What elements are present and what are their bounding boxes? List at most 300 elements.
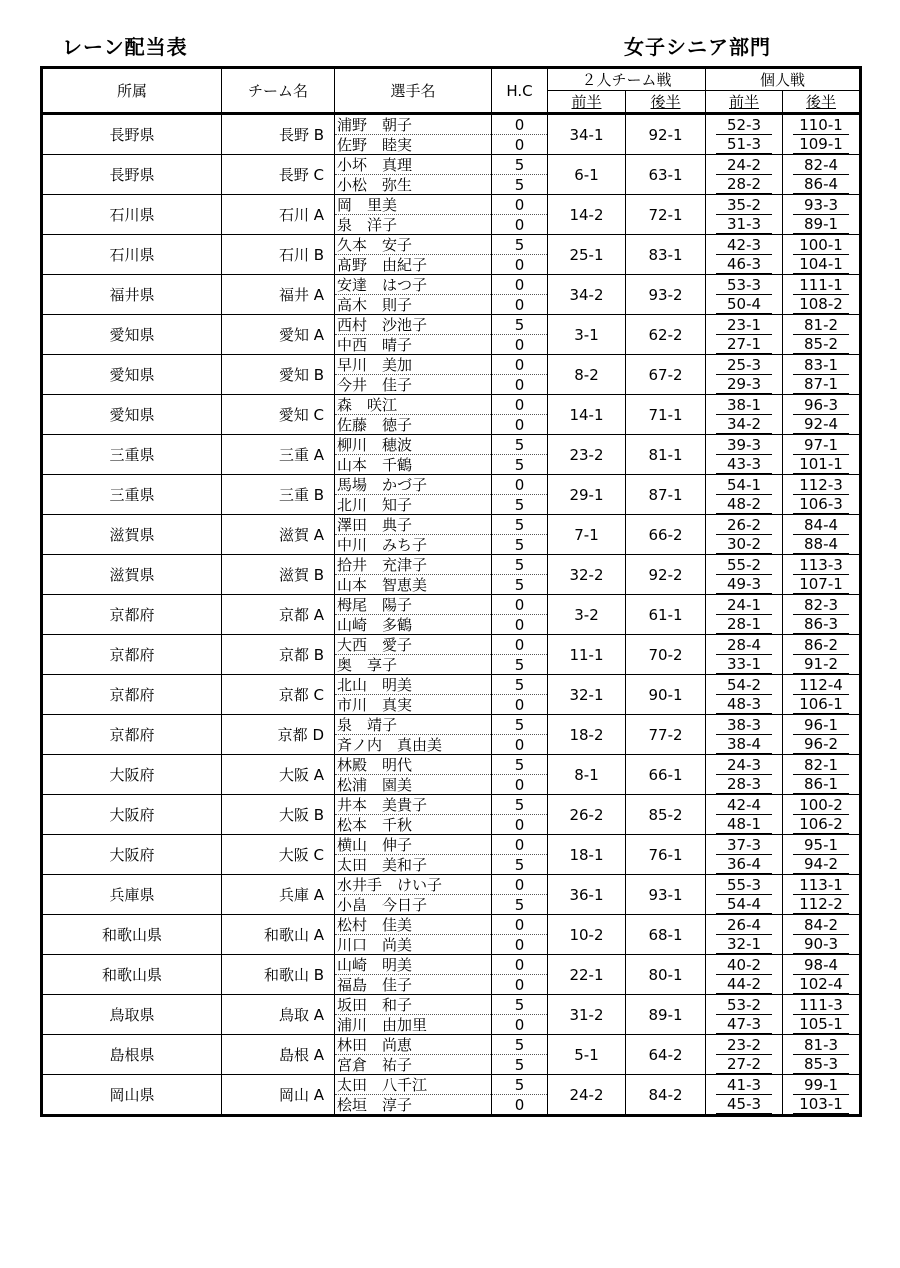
pair-first-half-cell: 23-2: [548, 435, 626, 475]
team-name-cell: 石川 B: [222, 235, 335, 275]
lane-value: 34-2: [716, 416, 772, 434]
ind-second-half-cell: [783, 375, 861, 395]
affiliation-cell: 長野県: [42, 155, 222, 195]
player-name-cell: 泉 洋子: [335, 215, 492, 235]
team-name-cell: 福井 A: [222, 275, 335, 315]
player-name-cell: 佐野 睦実: [335, 135, 492, 155]
lane-value: 82-3: [793, 597, 849, 615]
pair-second-half-cell: 85-2: [626, 795, 706, 835]
lane-value: 81-2: [793, 317, 849, 335]
lane-value: 101-1: [793, 456, 849, 474]
pair-second-half-cell: 71-1: [626, 395, 706, 435]
affiliation-cell: 大阪府: [42, 835, 222, 875]
lane-value: 97-1: [793, 437, 849, 455]
lane-value: 96-2: [793, 736, 849, 754]
affiliation-cell: 愛知県: [42, 355, 222, 395]
ind-first-half-cell: [706, 795, 783, 815]
team-name-cell: 和歌山 A: [222, 915, 335, 955]
lane-value: 98-4: [793, 957, 849, 975]
hc-cell: 5: [492, 655, 548, 675]
hc-cell: 5: [492, 675, 548, 695]
ind-first-half-cell: [706, 1055, 783, 1075]
lane-value: 82-4: [793, 157, 849, 175]
ind-second-half-cell: [783, 395, 861, 415]
table-row: [42, 155, 861, 175]
affiliation-cell: 和歌山県: [42, 955, 222, 995]
hc-cell: 5: [492, 315, 548, 335]
player-name-cell: 久本 安子: [335, 235, 492, 255]
ind-first-half-cell: [706, 615, 783, 635]
ind-second-half-cell: [783, 1015, 861, 1035]
pair-first-half-cell: 24-2: [548, 1075, 626, 1116]
lane-value: 100-2: [793, 797, 849, 815]
ind-first-half-cell: [706, 575, 783, 595]
lane-value: 27-1: [716, 336, 772, 354]
ind-first-half-cell: [706, 715, 783, 735]
ind-second-half-cell: [783, 295, 861, 315]
ind-first-half-cell: [706, 375, 783, 395]
pair-first-half-cell: 11-1: [548, 635, 626, 675]
hc-cell: 5: [492, 555, 548, 575]
ind-first-half-cell: [706, 635, 783, 655]
ind-first-half-cell: [706, 835, 783, 855]
affiliation-cell: 石川県: [42, 195, 222, 235]
table-body: [42, 114, 861, 1116]
lane-value: 93-3: [793, 197, 849, 215]
lane-value: 85-3: [793, 1056, 849, 1074]
team-name-cell: 京都 A: [222, 595, 335, 635]
lane-value: 41-3: [716, 1077, 772, 1095]
pair-second-half-cell: 72-1: [626, 195, 706, 235]
player-name-cell: 中川 みち子: [335, 535, 492, 555]
ind-second-half-cell: [783, 1075, 861, 1095]
col-ind-second-half: 後半: [783, 91, 861, 114]
ind-second-half-cell: [783, 255, 861, 275]
ind-first-half-cell: [706, 535, 783, 555]
pair-second-half-cell: 67-2: [626, 355, 706, 395]
lane-value: 106-2: [793, 816, 849, 834]
ind-first-half-cell: [706, 995, 783, 1015]
pair-second-half-cell: 93-1: [626, 875, 706, 915]
ind-first-half-cell: [706, 315, 783, 335]
lane-value: 38-4: [716, 736, 772, 754]
lane-value: 106-3: [793, 496, 849, 514]
affiliation-cell: 大阪府: [42, 755, 222, 795]
lane-value: 103-1: [793, 1096, 849, 1114]
ind-first-half-cell: [706, 655, 783, 675]
hc-cell: 0: [492, 295, 548, 315]
lane-value: 28-2: [716, 176, 772, 194]
lane-value: 112-2: [793, 896, 849, 914]
player-name-cell: 安達 はつ子: [335, 275, 492, 295]
ind-first-half-cell: [706, 255, 783, 275]
lane-value: 92-4: [793, 416, 849, 434]
player-name-cell: 大西 愛子: [335, 635, 492, 655]
hc-cell: 5: [492, 1055, 548, 1075]
lane-value: 46-3: [716, 256, 772, 274]
player-name-cell: 森 咲江: [335, 395, 492, 415]
lane-value: 105-1: [793, 1016, 849, 1034]
table-row: [42, 795, 861, 815]
pair-first-half-cell: 3-1: [548, 315, 626, 355]
pair-second-half-cell: 90-1: [626, 675, 706, 715]
lane-assignment-table: [40, 66, 862, 1117]
hc-cell: 0: [492, 935, 548, 955]
player-name-cell: 岡 里美: [335, 195, 492, 215]
lane-value: 24-1: [716, 597, 772, 615]
lane-value: 48-2: [716, 496, 772, 514]
pair-first-half-cell: 5-1: [548, 1035, 626, 1075]
team-name-cell: 愛知 A: [222, 315, 335, 355]
table-row: [42, 915, 861, 935]
pair-first-half-cell: 31-2: [548, 995, 626, 1035]
ind-second-half-cell: [783, 735, 861, 755]
pair-first-half-cell: 29-1: [548, 475, 626, 515]
lane-value: 35-2: [716, 197, 772, 215]
hc-cell: 0: [492, 335, 548, 355]
player-name-cell: 浦野 朝子: [335, 114, 492, 135]
table-row: [42, 875, 861, 895]
col-ind-first-half: 前半: [706, 91, 783, 114]
team-name-cell: 京都 D: [222, 715, 335, 755]
ind-first-half-cell: [706, 114, 783, 135]
lane-value: 40-2: [716, 957, 772, 975]
ind-first-half-cell: [706, 935, 783, 955]
affiliation-cell: 三重県: [42, 475, 222, 515]
hc-cell: 5: [492, 575, 548, 595]
affiliation-cell: 滋賀県: [42, 555, 222, 595]
lane-value: 42-3: [716, 237, 772, 255]
lane-value: 52-3: [716, 117, 772, 135]
player-name-cell: 小坏 真理: [335, 155, 492, 175]
team-name-cell: 滋賀 B: [222, 555, 335, 595]
pair-first-half-cell: 14-2: [548, 195, 626, 235]
ind-second-half-cell: [783, 515, 861, 535]
team-name-cell: 京都 C: [222, 675, 335, 715]
team-name-cell: 滋賀 A: [222, 515, 335, 555]
player-name-cell: 栂尾 陽子: [335, 595, 492, 615]
team-name-cell: 兵庫 A: [222, 875, 335, 915]
ind-first-half-cell: [706, 1075, 783, 1095]
ind-first-half-cell: [706, 235, 783, 255]
player-name-cell: 山本 千鶴: [335, 455, 492, 475]
hc-cell: 5: [492, 155, 548, 175]
lane-value: 111-3: [793, 997, 849, 1015]
pair-second-half-cell: 81-1: [626, 435, 706, 475]
pair-second-half-cell: 66-1: [626, 755, 706, 795]
table-row: [42, 675, 861, 695]
ind-first-half-cell: [706, 175, 783, 195]
ind-first-half-cell: [706, 295, 783, 315]
page-title: レーン配当表: [62, 35, 188, 59]
table-row: [42, 595, 861, 615]
affiliation-cell: 鳥取県: [42, 995, 222, 1035]
ind-first-half-cell: [706, 595, 783, 615]
player-name-cell: 横山 伸子: [335, 835, 492, 855]
lane-value: 86-3: [793, 616, 849, 634]
player-name-cell: 北川 知子: [335, 495, 492, 515]
col-player-name: 選手名: [335, 68, 492, 114]
ind-first-half-cell: [706, 1015, 783, 1035]
hc-cell: 5: [492, 175, 548, 195]
lane-value: 50-4: [716, 296, 772, 314]
team-name-cell: 大阪 B: [222, 795, 335, 835]
ind-first-half-cell: [706, 215, 783, 235]
lane-value: 28-4: [716, 637, 772, 655]
hc-cell: 0: [492, 835, 548, 855]
division-title: 女子シニア部門: [624, 35, 771, 59]
lane-value: 54-4: [716, 896, 772, 914]
lane-value: 48-3: [716, 696, 772, 714]
pair-first-half-cell: 22-1: [548, 955, 626, 995]
col-pair-second-half: 後半: [626, 91, 706, 114]
team-name-cell: 長野 B: [222, 114, 335, 155]
ind-first-half-cell: [706, 475, 783, 495]
pair-first-half-cell: 8-1: [548, 755, 626, 795]
lane-value: 28-3: [716, 776, 772, 794]
ind-second-half-cell: [783, 535, 861, 555]
player-name-cell: 水井手 けい子: [335, 875, 492, 895]
ind-second-half-cell: [783, 875, 861, 895]
pair-first-half-cell: 34-2: [548, 275, 626, 315]
table-row: [42, 235, 861, 255]
col-pair-first-half: 前半: [548, 91, 626, 114]
lane-value: 108-2: [793, 296, 849, 314]
lane-value: 111-1: [793, 277, 849, 295]
pair-second-half-cell: 80-1: [626, 955, 706, 995]
lane-value: 24-3: [716, 757, 772, 775]
affiliation-cell: 岡山県: [42, 1075, 222, 1116]
ind-second-half-cell: [783, 895, 861, 915]
table-row: [42, 635, 861, 655]
pair-first-half-cell: 6-1: [548, 155, 626, 195]
ind-second-half-cell: [783, 855, 861, 875]
lane-value: 23-2: [716, 1037, 772, 1055]
affiliation-cell: 京都府: [42, 635, 222, 675]
hc-cell: 0: [492, 915, 548, 935]
player-name-cell: 松浦 園美: [335, 775, 492, 795]
table-row: [42, 835, 861, 855]
ind-second-half-cell: [783, 235, 861, 255]
hc-cell: 5: [492, 895, 548, 915]
player-name-cell: 西村 沙池子: [335, 315, 492, 335]
ind-first-half-cell: [706, 675, 783, 695]
lane-value: 43-3: [716, 456, 772, 474]
pair-first-half-cell: 36-1: [548, 875, 626, 915]
ind-second-half-cell: [783, 635, 861, 655]
lane-value: 44-2: [716, 976, 772, 994]
lane-value: 81-3: [793, 1037, 849, 1055]
team-name-cell: 三重 A: [222, 435, 335, 475]
affiliation-cell: 長野県: [42, 114, 222, 155]
lane-value: 31-3: [716, 216, 772, 234]
hc-cell: 5: [492, 495, 548, 515]
team-name-cell: 和歌山 B: [222, 955, 335, 995]
lane-value: 23-1: [716, 317, 772, 335]
table-row: [42, 435, 861, 455]
ind-first-half-cell: [706, 515, 783, 535]
lane-value: 53-3: [716, 277, 772, 295]
ind-second-half-cell: [783, 835, 861, 855]
team-name-cell: 長野 C: [222, 155, 335, 195]
pair-second-half-cell: 63-1: [626, 155, 706, 195]
ind-second-half-cell: [783, 335, 861, 355]
ind-first-half-cell: [706, 775, 783, 795]
lane-value: 55-2: [716, 557, 772, 575]
pair-second-half-cell: 77-2: [626, 715, 706, 755]
player-name-cell: 早川 美加: [335, 355, 492, 375]
table-row: [42, 114, 861, 135]
lane-value: 83-1: [793, 357, 849, 375]
lane-value: 49-3: [716, 576, 772, 594]
player-name-cell: 小畠 今日子: [335, 895, 492, 915]
ind-first-half-cell: [706, 815, 783, 835]
ind-second-half-cell: [783, 555, 861, 575]
lane-value: 54-2: [716, 677, 772, 695]
ind-second-half-cell: [783, 695, 861, 715]
table-row: [42, 1035, 861, 1055]
affiliation-cell: 和歌山県: [42, 915, 222, 955]
ind-second-half-cell: [783, 595, 861, 615]
pair-first-half-cell: 10-2: [548, 915, 626, 955]
affiliation-cell: 兵庫県: [42, 875, 222, 915]
hc-cell: 0: [492, 415, 548, 435]
player-name-cell: 馬場 かづ子: [335, 475, 492, 495]
hc-cell: 0: [492, 595, 548, 615]
ind-second-half-cell: [783, 795, 861, 815]
lane-value: 86-4: [793, 176, 849, 194]
hc-cell: 0: [492, 775, 548, 795]
player-name-cell: 山崎 明美: [335, 955, 492, 975]
lane-value: 88-4: [793, 536, 849, 554]
lane-value: 29-3: [716, 376, 772, 394]
lane-value: 113-3: [793, 557, 849, 575]
ind-first-half-cell: [706, 275, 783, 295]
player-name-cell: 佐藤 徳子: [335, 415, 492, 435]
table-row: [42, 955, 861, 975]
team-name-cell: 岡山 A: [222, 1075, 335, 1116]
lane-value: 42-4: [716, 797, 772, 815]
lane-value: 82-1: [793, 757, 849, 775]
hc-cell: 5: [492, 995, 548, 1015]
affiliation-cell: 愛知県: [42, 395, 222, 435]
ind-first-half-cell: [706, 495, 783, 515]
ind-second-half-cell: [783, 675, 861, 695]
ind-second-half-cell: [783, 655, 861, 675]
lane-value: 48-1: [716, 816, 772, 834]
lane-value: 102-4: [793, 976, 849, 994]
lane-value: 39-3: [716, 437, 772, 455]
ind-first-half-cell: [706, 335, 783, 355]
lane-value: 110-1: [793, 117, 849, 135]
col-pair-event: ２人チーム戦: [548, 68, 706, 91]
player-name-cell: 福島 佳子: [335, 975, 492, 995]
ind-second-half-cell: [783, 135, 861, 155]
player-name-cell: 髙野 由紀子: [335, 255, 492, 275]
lane-value: 32-1: [716, 936, 772, 954]
ind-first-half-cell: [706, 435, 783, 455]
pair-first-half-cell: 32-2: [548, 555, 626, 595]
hc-cell: 0: [492, 114, 548, 135]
hc-cell: 5: [492, 755, 548, 775]
ind-second-half-cell: [783, 215, 861, 235]
affiliation-cell: 滋賀県: [42, 515, 222, 555]
hc-cell: 0: [492, 735, 548, 755]
affiliation-cell: 大阪府: [42, 795, 222, 835]
ind-second-half-cell: [783, 475, 861, 495]
hc-cell: 0: [492, 875, 548, 895]
hc-cell: 5: [492, 855, 548, 875]
player-name-cell: 北山 明美: [335, 675, 492, 695]
ind-second-half-cell: [783, 155, 861, 175]
ind-second-half-cell: [783, 995, 861, 1015]
ind-first-half-cell: [706, 1035, 783, 1055]
player-name-cell: 泉 靖子: [335, 715, 492, 735]
ind-second-half-cell: [783, 815, 861, 835]
ind-second-half-cell: [783, 775, 861, 795]
table-row: [42, 475, 861, 495]
lane-value: 45-3: [716, 1096, 772, 1114]
ind-second-half-cell: [783, 175, 861, 195]
lane-value: 38-3: [716, 717, 772, 735]
ind-second-half-cell: [783, 355, 861, 375]
player-name-cell: 川口 尚美: [335, 935, 492, 955]
ind-second-half-cell: [783, 415, 861, 435]
hc-cell: 5: [492, 715, 548, 735]
lane-value: 36-4: [716, 856, 772, 874]
ind-second-half-cell: [783, 715, 861, 735]
lane-value: 37-3: [716, 837, 772, 855]
lane-value: 51-3: [716, 136, 772, 154]
pair-second-half-cell: 61-1: [626, 595, 706, 635]
ind-first-half-cell: [706, 735, 783, 755]
ind-second-half-cell: [783, 275, 861, 295]
lane-value: 26-4: [716, 917, 772, 935]
pair-second-half-cell: 87-1: [626, 475, 706, 515]
team-name-cell: 三重 B: [222, 475, 335, 515]
player-name-cell: 桧垣 淳子: [335, 1095, 492, 1116]
affiliation-cell: 愛知県: [42, 315, 222, 355]
player-name-cell: 坂田 和子: [335, 995, 492, 1015]
hc-cell: 0: [492, 475, 548, 495]
hc-cell: 5: [492, 1035, 548, 1055]
hc-cell: 0: [492, 255, 548, 275]
hc-cell: 0: [492, 695, 548, 715]
hc-cell: 0: [492, 375, 548, 395]
hc-cell: 5: [492, 435, 548, 455]
lane-value: 96-3: [793, 397, 849, 415]
hc-cell: 5: [492, 535, 548, 555]
player-name-cell: 高木 則子: [335, 295, 492, 315]
ind-first-half-cell: [706, 955, 783, 975]
team-name-cell: 愛知 B: [222, 355, 335, 395]
ind-second-half-cell: [783, 755, 861, 775]
lane-value: 107-1: [793, 576, 849, 594]
ind-first-half-cell: [706, 1095, 783, 1116]
ind-second-half-cell: [783, 935, 861, 955]
player-name-cell: 浦川 由加里: [335, 1015, 492, 1035]
player-name-cell: 中西 晴子: [335, 335, 492, 355]
table-row: [42, 755, 861, 775]
ind-second-half-cell: [783, 1095, 861, 1116]
ind-second-half-cell: [783, 615, 861, 635]
player-name-cell: 井本 美貴子: [335, 795, 492, 815]
affiliation-cell: 三重県: [42, 435, 222, 475]
player-name-cell: 斉ノ内 真由美: [335, 735, 492, 755]
ind-second-half-cell: [783, 495, 861, 515]
lane-value: 53-2: [716, 997, 772, 1015]
team-name-cell: 京都 B: [222, 635, 335, 675]
